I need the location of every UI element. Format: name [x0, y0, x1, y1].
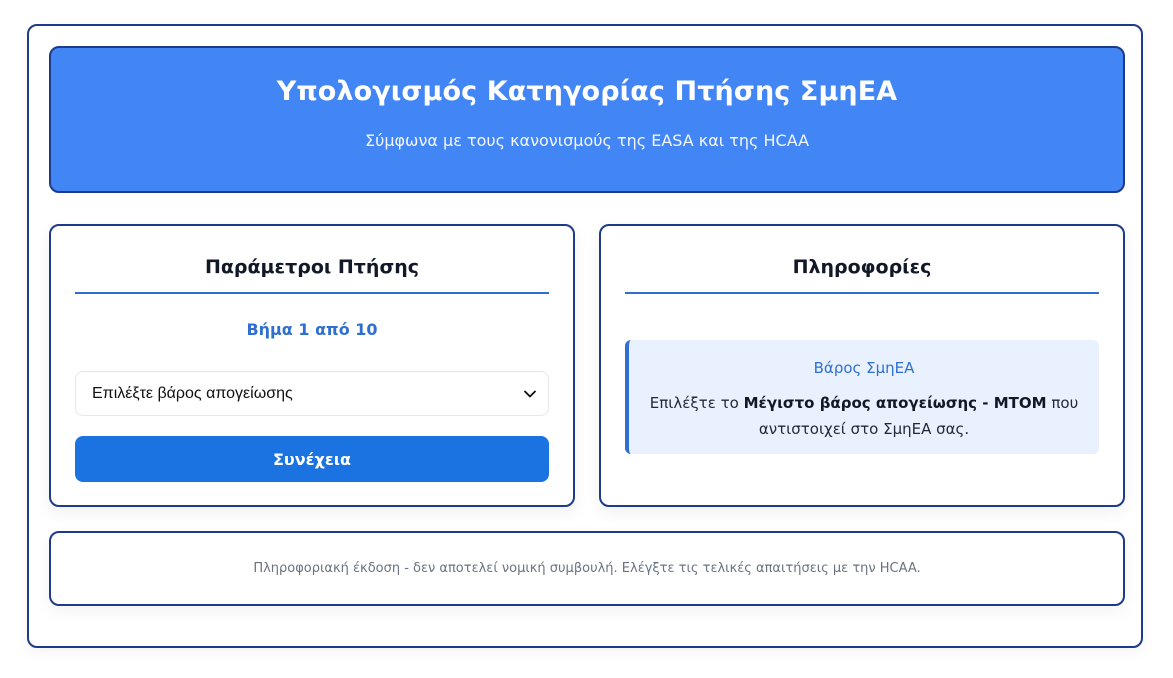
info-text-bold: Μέγιστο βάρος απογείωσης - MTOM — [743, 394, 1047, 412]
select-value: Επιλέξτε βάρος απογείωσης — [92, 384, 293, 402]
takeoff-weight-select[interactable] — [75, 371, 549, 416]
info-text-before: Επιλέξτε το — [649, 394, 744, 412]
page-subtitle: Σύμφωνα με τους κανονισμούς της EASA και της HCAA — [364, 131, 810, 150]
page-header — [49, 46, 1125, 193]
page-title: Υπολογισμός Κατηγορίας Πτήσης ΣμηΕΑ — [276, 76, 898, 107]
information-panel — [599, 224, 1125, 507]
info-box-text — [649, 390, 1079, 442]
footer-disclaimer — [49, 531, 1125, 606]
info-text-after: που αντιστοιχεί στο ΣμηΕΑ σας. — [758, 394, 1079, 438]
panel-title: Παράμετροι Πτήσης — [204, 256, 420, 278]
info-box — [625, 340, 1099, 454]
info-box-title: Βάρος ΣμηΕΑ — [813, 359, 915, 377]
continue-button[interactable]: Συνέχεια — [75, 436, 549, 482]
panel-title: Πληροφορίες — [792, 256, 932, 278]
panel-divider — [625, 292, 1099, 294]
chevron-down-icon — [524, 388, 536, 400]
step-indicator: Βήμα 1 από 10 — [246, 320, 378, 339]
panel-divider — [75, 292, 549, 294]
disclaimer-text: Πληροφοριακή έκδοση - δεν αποτελεί νομική συμβουλή. Ελέγξτε τις τελικές απαιτήσεις με την HCAA. — [253, 561, 921, 576]
flight-parameters-panel — [49, 224, 575, 507]
